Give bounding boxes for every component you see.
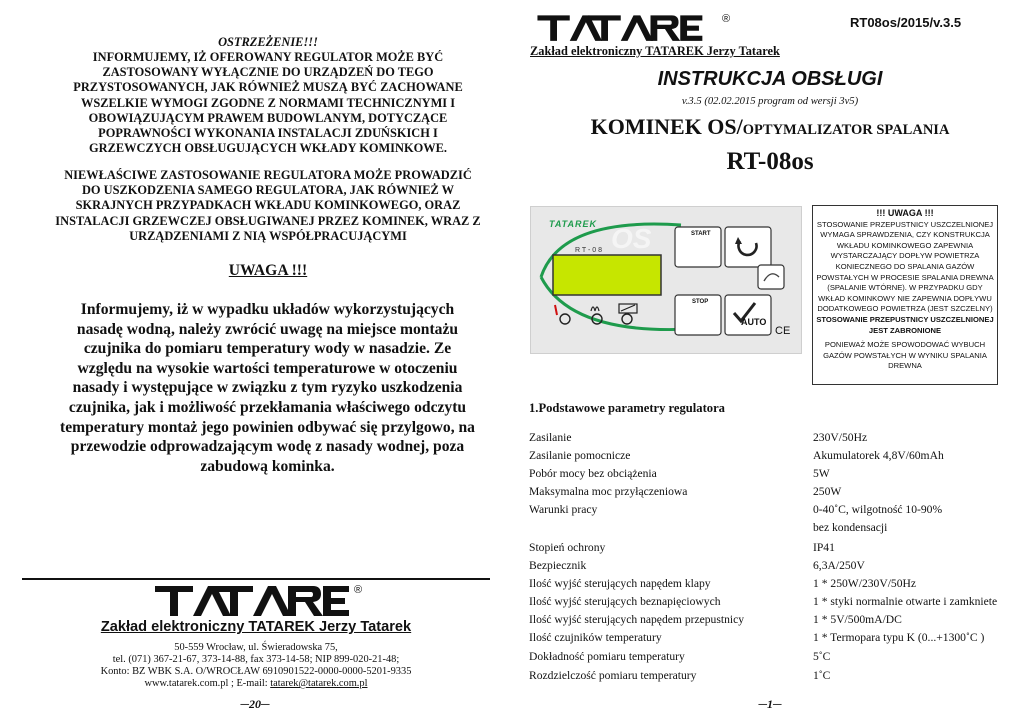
bank-account: Konto: BZ WBK S.A. O/WROCŁAW 6910901522-0000-0000-5201-9335 — [100, 666, 412, 677]
misuse-warning-text — [28, 168, 508, 244]
uwaga-box-bold-lines — [813, 315, 997, 336]
registered-mark: ® — [354, 584, 363, 596]
param-value: 1 * styki normalnie otwarte i zamkniete — [813, 595, 998, 608]
stop-button: STOP — [692, 299, 709, 305]
company-name-right: Zakład elektroniczny TATAREK Jerzy Tatarek — [530, 44, 780, 58]
ce-mark: CE — [775, 325, 791, 337]
param-row — [529, 669, 1009, 687]
phones: tel. (071) 367-21-67, 373-14-88, fax 373-14-58; NIP 899-020-21-48; — [112, 654, 400, 665]
param-name: Rozdzielczość pomiaru temperatury — [529, 669, 697, 682]
param-value: 1 * 5V/500mA/DC — [813, 613, 902, 626]
param-value: 1 * Termopara typu K (0...+1300˚C ) — [813, 631, 985, 644]
misuse-line: INSTALACJI GRZEWCZEJ OBSŁUGIWANEJ PRZEZ KOMINEK, WRAZ Z — [55, 213, 481, 228]
uwaga-bold-line: STOSOWANIE PRZEPUSTNICY USZCZELNIONEJ — [816, 314, 994, 324]
param-value: 1˚C — [813, 669, 831, 682]
uwaga-tail-line: GAZÓW POWSTAŁYCH W WYNIKU SPALANIA — [823, 350, 987, 360]
uwaga-line: STOSOWANIE PRZEPUSTNICY USZCZELNIONEJ — [816, 219, 994, 229]
note-line: przewodzie odprowadzającym wodę z nasady wodnej, poza — [70, 438, 465, 456]
uwaga-line: WKŁADU KOMINKOWEGO ZAPEWNIA — [836, 240, 974, 250]
param-name: Ilość wyjść sterujących napędem klapy — [529, 577, 711, 590]
controller-panel-image — [530, 206, 802, 354]
param-row — [529, 559, 1009, 577]
product-title-main: KOMINEK OS/ — [590, 114, 743, 139]
uwaga-line: (SPALANIE WTÓRNE). W PRZYPADKU GDY — [827, 283, 983, 293]
uwaga-line: WKŁAD KOMINKOWY NIE ZAPEWNIA DOPŁYWU — [818, 293, 992, 303]
uwaga-box-lines — [813, 220, 997, 315]
note-line: Informujemy, iż w wypadku układów wykorzystujących — [80, 301, 455, 318]
tatarek-logo-mark — [153, 582, 363, 622]
param-name: Ilość wyjść sterujących beznapięciowych — [529, 595, 721, 608]
param-value: 6,3A/250V — [813, 559, 865, 572]
misuse-line: URZĄDZENIAMI Z NIĄ WSPÓŁPRACUJĄCYMI — [129, 228, 407, 243]
param-name: Zasilanie pomocnicze — [529, 449, 631, 462]
param-row — [529, 449, 1009, 467]
note-line: czujnika, jak i możliwość przekłamania właściwego odczytu — [68, 398, 467, 416]
divider-line — [22, 578, 490, 580]
misuse-line: SKRAJNYCH PRZYPADKACH WKŁADU KOMINKOWEGO, ORAZ — [75, 198, 461, 213]
param-name: Warunki pracy — [529, 503, 598, 516]
param-value: 250W — [813, 485, 842, 498]
param-row — [529, 503, 1009, 521]
uwaga-tail-line: DREWNA — [888, 361, 922, 371]
auto-label: AUTO — [741, 317, 767, 327]
registered-mark-right: ® — [722, 13, 731, 25]
website: www.tatarek.com.pl ; E-mail: — [144, 678, 268, 689]
warning-line: OBOWIĄZUJĄCYM PRAWEM BUDOWLANYM, DOTYCZĄCE — [88, 110, 448, 125]
warning-text — [28, 50, 508, 156]
uwaga-line: WYMAGA SPRAWDZENIA, CZY KONSTRUKCJA — [820, 230, 990, 240]
manual-title: INSTRUKCJA OBSŁUGI — [657, 68, 883, 90]
warning-line: INFORMUJEMY, IŻ OFEROWANY REGULATOR MOŻE BYĆ — [92, 50, 444, 64]
uwaga-line: DODATKOWEGO POWIETRZA (JEST SZCZELNY) — [817, 304, 993, 314]
param-row — [529, 577, 1009, 595]
param-row — [529, 595, 1009, 613]
uwaga-line: POWSTAŁYCH W PROCESIE SPALANIA DREWNA — [816, 272, 994, 282]
param-value: 230V/50Hz — [813, 431, 868, 444]
param-value: 5˚C — [813, 650, 831, 663]
param-name: Ilość czujników temperatury — [529, 631, 662, 644]
uwaga-notice-box — [812, 205, 998, 385]
panel-brand: TATAREK — [549, 219, 597, 229]
param-row — [529, 613, 1009, 631]
model-title: RT-08os — [726, 148, 814, 175]
param-name: Maksymalna moc przyłączeniowa — [529, 485, 688, 498]
param-name: Dokładność pomiaru temperatury — [529, 650, 685, 663]
warning-line: PRZYSTOSOWANYCH, JAK RÓWNIEŻ MUSZĄ BYĆ ZACHOWANE — [73, 80, 463, 95]
uwaga-box-tail-lines — [813, 340, 997, 372]
uwaga-heading: UWAGA !!! — [228, 262, 308, 279]
company-logo — [153, 582, 363, 622]
email-link[interactable]: tatarek@tatarek.com.pl — [270, 678, 368, 689]
param-value: 1 * 250W/230V/50Hz — [813, 577, 917, 590]
param-row — [529, 631, 1009, 649]
param-name: Ilość wyjść sterujących napędem przepustnicy — [529, 613, 745, 626]
param-row — [529, 541, 1009, 559]
note-line: zabudową kominka. — [200, 457, 335, 475]
note-line: nasady i występujące w związku z tym ryzyko uszkodzenia — [72, 379, 463, 397]
note-line: względu na wysokie wartości temperaturowe w otoczeniu — [77, 359, 458, 377]
address: 50-559 Wrocław, ul. Świeradowska 75, — [174, 642, 338, 653]
parameters-table — [529, 431, 1009, 691]
misuse-line: DO USZKODZENIA SAMEGO REGULATORA, JAK RÓWNIEŻ W — [81, 183, 455, 198]
water-sensor-note — [20, 300, 515, 476]
section-title: 1.Podstawowe parametry regulatora — [529, 401, 725, 415]
param-value: bez kondensacji — [813, 521, 888, 534]
param-name: Stopień ochrony — [529, 541, 606, 554]
warning-line: GRZEWCZYCH OBSŁUGUJĄCYCH WKŁADY KOMINKOWE. — [89, 141, 447, 156]
param-name: Zasilanie — [529, 431, 572, 444]
warning-line: WSZELKIE WYMOGI ZGODNE Z NORMAMI TECHNICZNYMI I — [80, 95, 456, 110]
version-note: v.3.5 (02.02.2015 program od wersji 3v5) — [681, 96, 859, 107]
uwaga-bold-line: JEST ZABRONIONE — [868, 325, 942, 335]
panel-os-mark: OS — [611, 223, 652, 254]
param-value: IP41 — [813, 541, 835, 554]
param-row — [529, 650, 1009, 668]
misuse-line: NIEWŁAŚCIWE ZASTOSOWANIE REGULATORA MOŻE PROWADZIĆ — [64, 168, 472, 182]
param-row — [529, 485, 1009, 503]
note-line: czujnika do pomiaru temperatury wody w nasadzie. Ze — [83, 340, 452, 358]
product-title-sub: OPTYMALIZATOR SPALANIA — [742, 122, 950, 138]
param-row — [529, 431, 1009, 449]
param-value: 0-40˚C, wilgotność 10-90% — [813, 503, 943, 516]
uwaga-box-title: !!! UWAGA !!! — [876, 208, 934, 218]
product-title — [530, 114, 1010, 140]
uwaga-line: KONIECZNEGO DO SPALANIA GAZÓW — [835, 261, 975, 271]
start-button: START — [691, 231, 711, 237]
doc-version: RT08os/2015/v.3.5 — [850, 15, 962, 30]
param-row — [529, 467, 1009, 485]
warning-line: POPRAWNOŚCI WYKONANIA INSTALACJI ZDUŃSKICH I — [98, 126, 438, 141]
header-logo — [530, 12, 720, 46]
tatarek-logo-mark — [530, 12, 720, 46]
note-line: nasadę wodną, należy zwrócić uwagę na miejsce montażu — [76, 320, 459, 338]
uwaga-line: WYSTARCZAJĄCY DOPŁYW POWIETRZA — [830, 251, 980, 261]
param-value: 5W — [813, 467, 830, 480]
contact-web — [22, 678, 490, 689]
warning-title: OSTRZEŻENIE!!! — [218, 35, 318, 49]
page-number-left: ─20─ — [240, 697, 270, 711]
param-name: Pobór mocy bez obciążenia — [529, 467, 657, 480]
param-name: Bezpiecznik — [529, 559, 587, 572]
page-number-right: ─1─ — [758, 697, 782, 711]
note-line: temperatury montaż jego powinien odbywać się przylgowo, na — [60, 418, 475, 436]
uwaga-tail-line: PONIEWAŻ MOŻE SPOWODOWAĆ WYBUCH — [824, 340, 986, 350]
param-value: Akumulatorek 4,8V/60mAh — [813, 449, 944, 462]
panel-display-label: R T - 0 8 — [575, 247, 602, 254]
param-row — [529, 521, 1009, 539]
warning-line: ZASTOSOWANY WYŁĄCZNIE DO URZĄDZEŃ DO TEGO — [102, 65, 434, 80]
company-name: Zakład elektroniczny TATAREK Jerzy Tatarek — [100, 619, 412, 635]
